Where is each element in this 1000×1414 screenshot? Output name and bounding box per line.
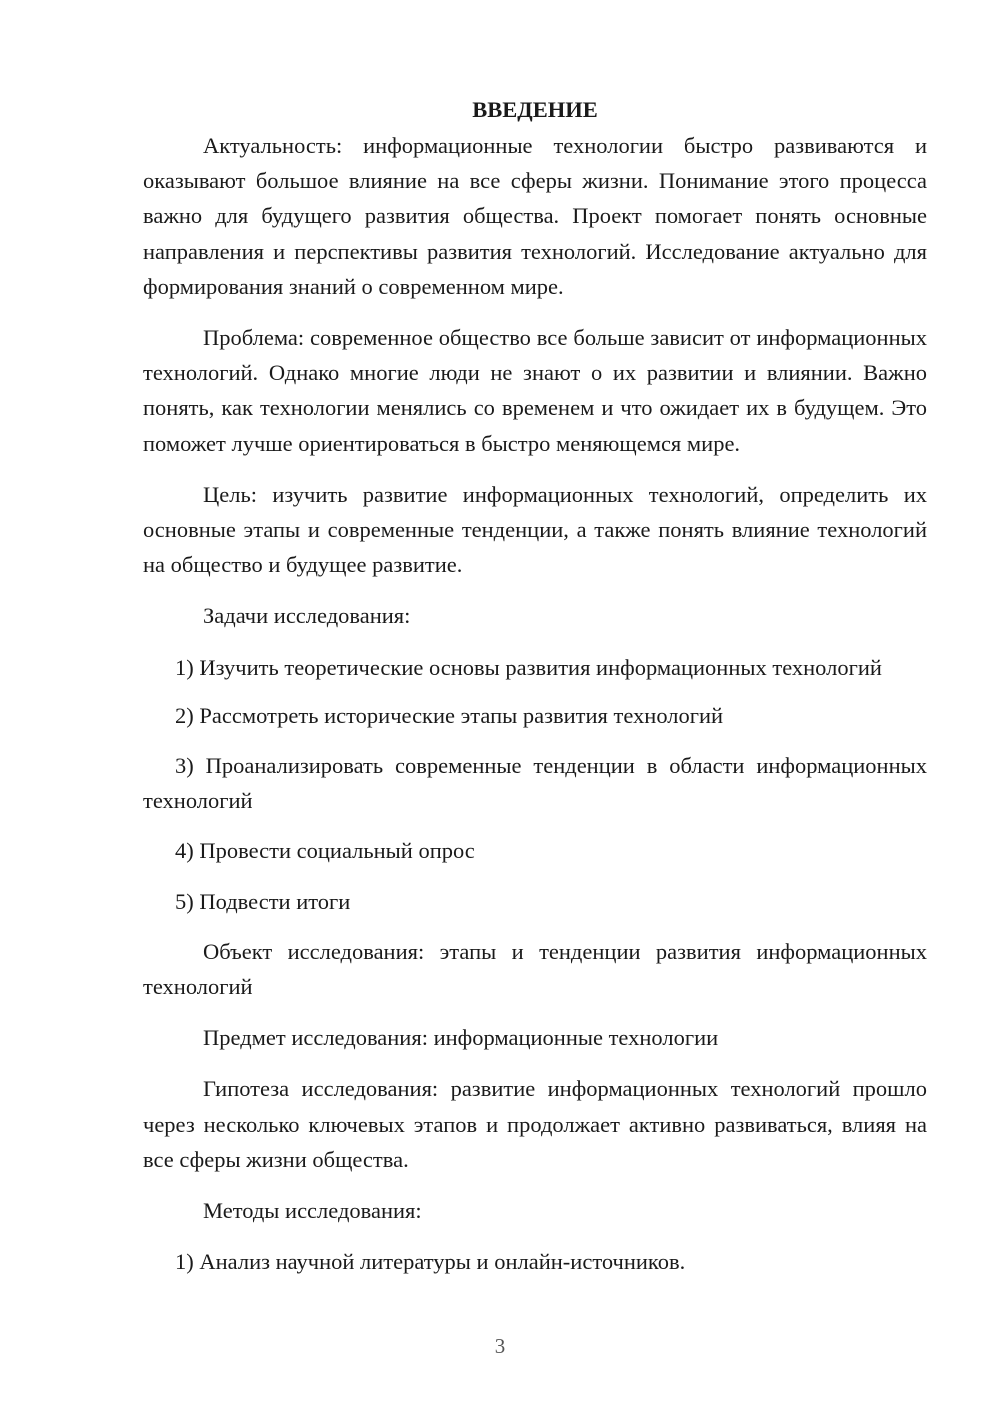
- task-item-2: 2) Рассмотреть исторические этапы развития технологий: [175, 702, 724, 728]
- methods-title: Методы исследования:: [203, 1198, 422, 1224]
- problem-paragraph: Проблема: современное общество все больше зависит от информационных технологий. Однако многие люди не знают о их развитии и влиянии. Важно понять, как технологии менялись со временем и что ожидает их в будущем. Это поможет лучше ориентироваться в быстро меняющемся мире.: [143, 325, 927, 456]
- task-item-5: 5) Подвести итоги: [175, 888, 351, 914]
- page-number: 3: [494, 1334, 506, 1358]
- method-item-1: 1) Анализ научной литературы и онлайн-источников.: [175, 1249, 686, 1275]
- page-heading: ВВЕДЕНИЕ: [472, 97, 598, 122]
- goal-paragraph: Цель: изучить развитие информационных технологий, определить их основные этапы и современные тенденции, а также понять влияние технологий на общество и будущее развитие.: [143, 481, 927, 578]
- hypothesis-paragraph: Гипотеза исследования: развитие информационных технологий прошло через несколько ключевых этапов и продолжает активно развиваться, влияя на все сферы жизни общества.: [143, 1076, 927, 1172]
- subject-paragraph: Предмет исследования: информационные технологии: [203, 1025, 719, 1051]
- tasks-title: Задачи исследования:: [203, 603, 411, 629]
- page-content: [143, 92, 927, 1294]
- task-item-4: 4) Провести социальный опрос: [175, 838, 475, 864]
- relevance-paragraph: Актуальность: информационные технологии быстро развиваются и оказывают большое влияние на все сферы жизни. Понимание этого процесса важно для будущего развития общества. Проект помогает понять основные направления и перспективы развития технологий. Исследование актуально для формирования знаний о современном мире.: [143, 133, 927, 299]
- task-item-3: 3) Проанализировать современные тенденции в области информационных технологий: [143, 753, 927, 814]
- task-item-1: 1) Изучить теоретические основы развития информационных технологий: [175, 654, 882, 680]
- object-paragraph: Объект исследования: этапы и тенденции развития информационных технологий: [143, 938, 927, 1000]
